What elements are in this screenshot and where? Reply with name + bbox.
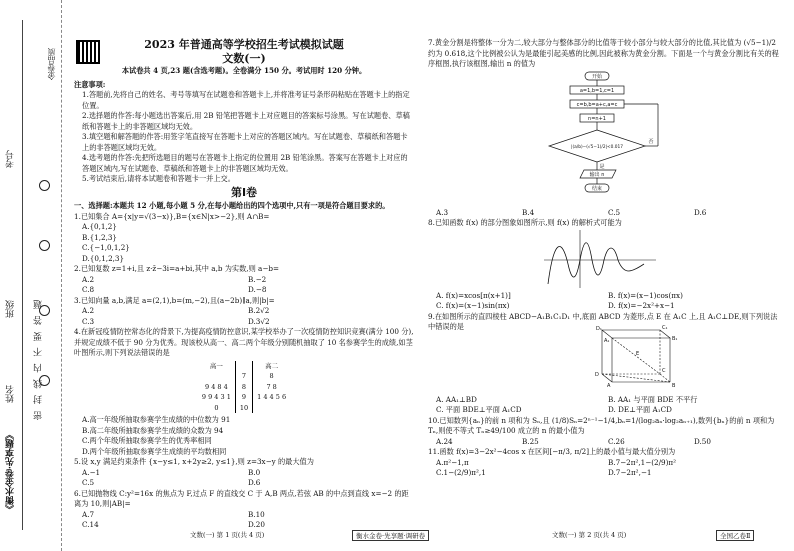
question [74,457,414,489]
option: A.3 [436,207,449,217]
question-stem: 9.在如图所示的直四棱柱 ABCD−A₁B₁C₁D₁ 中,底面 ABCD 为菱形,点 E 在 A₁C 上,且 A₁C⊥DE,则下列说法中错误的是 [428,311,778,331]
option: A.π²−1,π [436,457,469,467]
flow-init: a=1,b=1,c=1 [579,88,615,94]
label-name: 姓名 [6,385,16,403]
question-stem: 3.已知向量 a,b,满足 a=(2,1),b=(m,−2),且(a−2b)∥a,则|b|= [74,295,275,305]
option: C.8 [82,285,95,294]
flowchart [530,70,680,210]
option: B.高二年级所抽取参赛学生成绩的众数为 94 [82,425,224,435]
footer-left-page: 文数(一) 第 1 页(共 4 页) [190,531,265,539]
part-intro: 一、选择题:本题共 12 小题,每小题 5 分,在每小题给出的四个选项中,只有一项是符合题目要求的。 [74,201,390,210]
question-stem: 4.在新冠疫情防控常态化的背景下,为提高疫情防控意识,某学校举办了一次疫情防控知识竞赛(满分 100 分),并规定成绩不低于 90 分为优秀。现该校从高一、高二两个年级分别随机抽取了 10 名参赛学生的成绩,如茎叶图所示,则下列说法错误的是 [74,327,414,357]
seal-circle [39,240,50,251]
stem-leaf-stem: 10 [235,403,252,414]
option: A.2 [82,306,95,315]
exam-meta: 本试卷共 4 页,23 题(含选考题)。全卷满分 150 分。考试用时 120 分钟。 [121,66,367,75]
footer-edition: 全国乙卷Ⅱ [716,530,754,541]
notice-title: 注意事项: [74,79,106,89]
question-stem: 1.已知集合 A={x|y=√(3−x)},B={x∈N|x>−2},则 A∩B= [74,211,270,221]
question [428,416,780,448]
label-class: 班级 [6,300,16,318]
vertex-label: B [672,383,676,388]
question-stem: 2.已知复数 z=1+i,且 z·z̄−3i=a+bi,其中 a,b 为实数,则 a−b= [74,264,279,273]
footer-stamp: 衡水金卷·先享题·调研卷 [352,530,429,541]
option: B.2√2 [248,306,270,315]
option: C.5 [608,207,621,217]
option: C.3 [82,316,95,326]
vertex-label: A₁ [604,338,610,344]
label-number: 考号 [6,150,16,168]
left-page [74,36,414,531]
right-brand: 金卷品质 [47,48,56,80]
seal-circle [39,180,50,191]
vertex-label: C [662,368,666,374]
notice-list [74,90,414,185]
option: A.7 [82,509,95,519]
vertex-label: E [636,351,640,357]
option: C.5 [82,478,95,487]
question-stem: 8.已知函数 f(x) 的部分图象如图所示,则 f(x) 的解析式可能为 [428,218,622,227]
stem-leaf-right: 7 8 [266,382,277,391]
question-stem: 11.函数 f(x)=3−2x²−4cos x 在区间[−π/3, π/2]上的最小值与最大值分别为 [428,447,676,456]
flow-end: 结束 [591,186,603,192]
option: C. f(x)=(x−1)sin(πx) [436,301,510,310]
notice-item: 1.答题前,先将自己的姓名、考号等填写在试题卷和答题卡上,并将准考证号条形码粘贴在答题卡上的指定位置。 [82,90,410,110]
option: B.4 [522,207,535,217]
vertex-label: D [595,372,599,378]
stem-leaf-header [235,361,252,372]
notice-item: 4.选考题的作答:先把所选题目的题号在答题卡上指定的位置用 2B 铅笔涂黑。答案写在答题卡上对应的答题区域内,写在试题卷、草稿纸和答题卡上的非答题区域均无效。 [82,153,408,173]
option: C.26 [608,436,625,446]
option: A. AA₁⊥BD [436,394,477,404]
seal-notice: 密 封 线 内 不 要 答 题 [34,297,44,420]
option: D.6 [694,207,707,217]
stem-leaf-plot [198,361,290,414]
flow-no: 否 [648,139,654,145]
vertex-label: A [607,383,611,388]
stem-leaf-right: 1 4 4 5 6 [257,393,287,401]
stem-leaf-left: 9 9 4 3 1 [201,393,231,401]
notice-item: 5.考试结束后,请将本试题卷和答题卡一并上交。 [82,174,235,183]
question [74,264,414,296]
option: B. f(x)=(x−1)cos(πx) [608,290,683,300]
option: A.2 [82,274,95,284]
option: D. DE⊥平面 A₁CD [608,405,672,414]
stem-leaf-left [198,371,235,382]
option: A. f(x)=xcos[π(x+1)] [436,290,511,300]
option: D. f(x)=−2x²+x−1 [608,301,675,310]
flow-assign2: n=n+1 [588,116,606,122]
part-title: 第Ⅰ卷 [230,185,258,199]
option: D.{0,1,2,3} [82,253,125,263]
flow-yes: 是 [599,164,605,170]
question-stem: 6.已知抛物线 C:y²=16x 的焦点为 F,过点 F 的直线交 C 于 A,B 两点,若弦 AB 的中点到直线 x=−2 的距离为 10,则|AB|= [74,488,409,508]
option: A.高一年级所抽取参赛学生成绩的中位数为 91 [82,415,231,424]
stem-leaf-left: 0 [214,403,219,412]
notice-item: 2.选择题的作答:每小题选出答案后,用 2B 铅笔把答题卡上对应题目的答案标号涂黑。写在试题卷、草稿纸和答题卡上的非答题区域均无效。 [82,111,410,131]
stem-leaf-stem: 8 [235,382,252,393]
option: D.20 [248,520,265,529]
binding-line [22,20,23,530]
binding-strip [0,0,62,551]
option: A.{0,1,2} [82,222,117,231]
option: A.24 [436,436,453,446]
option: C.两个年级所抽取参赛学生的优秀率相同 [82,436,212,445]
flow-assign1: c=b,b=a+c,a=c [576,102,618,108]
flow-condition: |(a/b)−(√5−1)/2|<0.017 [571,145,623,150]
exam-title: 2023 年普通高等学校招生考试模拟试题 [144,38,344,51]
notice-item: 3.填空题和解答题的作答:用签字笔直接写在答题卡上对应的答题区域内。写在试题卷、草稿纸和答题卡上的非答题区域均无效。 [82,132,408,152]
option: D.两个年级所抽取参赛学生成绩的平均数相同 [82,446,227,456]
question [74,212,414,265]
question [74,296,414,328]
function-curve [548,243,644,284]
stem-leaf-stem: 9 [235,392,252,403]
option: B.25 [522,436,539,446]
option: C.14 [82,520,99,529]
stem-leaf-header: 高一 [209,361,223,370]
prism-figure [590,322,680,388]
option: B.{1,2,3} [82,232,118,242]
seal-circle [39,375,50,386]
option: B.10 [248,509,265,519]
flow-output: 输出 n [589,172,605,178]
question [428,447,780,479]
vertex-label: D₁ [596,326,602,332]
option: B. AA₁ 与平面 BDE 不平行 [608,394,698,404]
question [74,489,414,531]
option: D.6 [248,478,261,487]
option: B.−2 [248,274,267,284]
stem-leaf-right [253,403,290,414]
option: A.−1 [82,467,101,477]
option: C.1−(2/9)π²,1 [436,468,486,477]
option: D.50 [694,436,711,446]
option: D.−8 [248,285,267,294]
option: B.0 [248,467,261,477]
seal-circle [39,305,50,316]
option: C. 平面 BDE⊥平面 A₁CD [436,405,522,414]
stem-leaf-header: 高二 [265,361,279,370]
option: C.{−1,0,1,2} [82,243,130,252]
question [74,327,414,457]
question-stem: 10.已知数列{aₙ}的前 n 项和为 Sₙ,且 (1/8)Sₙ=2ⁿ⁻¹−1/4,bₙ=1/(log₂aₙ·log₂aₙ₊₁),数列{bₙ}的前 n 项和为 Tₙ,则使不等式 Tₙ≥49/100 成立的 n 的最小值为 [428,415,775,435]
footer-right-page: 文数(一) 第 2 页(共 4 页) [552,531,627,539]
vertex-label: B₁ [672,336,678,342]
exam-subtitle: 文数(一) [222,51,266,65]
option: B.7−2π²,1−(2/9)π² [608,457,677,467]
stem-leaf-stem: 7 [235,371,252,382]
brand-text: 《衡水金卷·先享题》 [6,430,16,515]
stem-leaf-right: 8 [269,372,274,380]
vertex-label: C₁ [662,325,668,331]
stem-leaf-left: 9 4 8 4 [205,382,228,391]
question-stem: 7.黄金分割是将整体一分为二,较大部分与整体部分的比值等于较小部分与较大部分的比值,其比值为 (√5−1)/2 约为 0.618,这个比例被公认为是最能引起美感的比例,因此被称为黄金分割。下面是一个与黄金分割比有关的程序框图,执行该框图,输出 n 的值为 [428,38,779,68]
option: D.7−2π²,−1 [608,468,652,477]
option: D.3√2 [248,316,270,326]
flow-start: 开始 [591,74,603,80]
question-stem: 5.设 x,y 满足约束条件 {x−y≤1, x+2y≥2, y≤1},则 z=3x−y 的最大值为 [74,457,314,466]
function-graph [540,228,660,290]
